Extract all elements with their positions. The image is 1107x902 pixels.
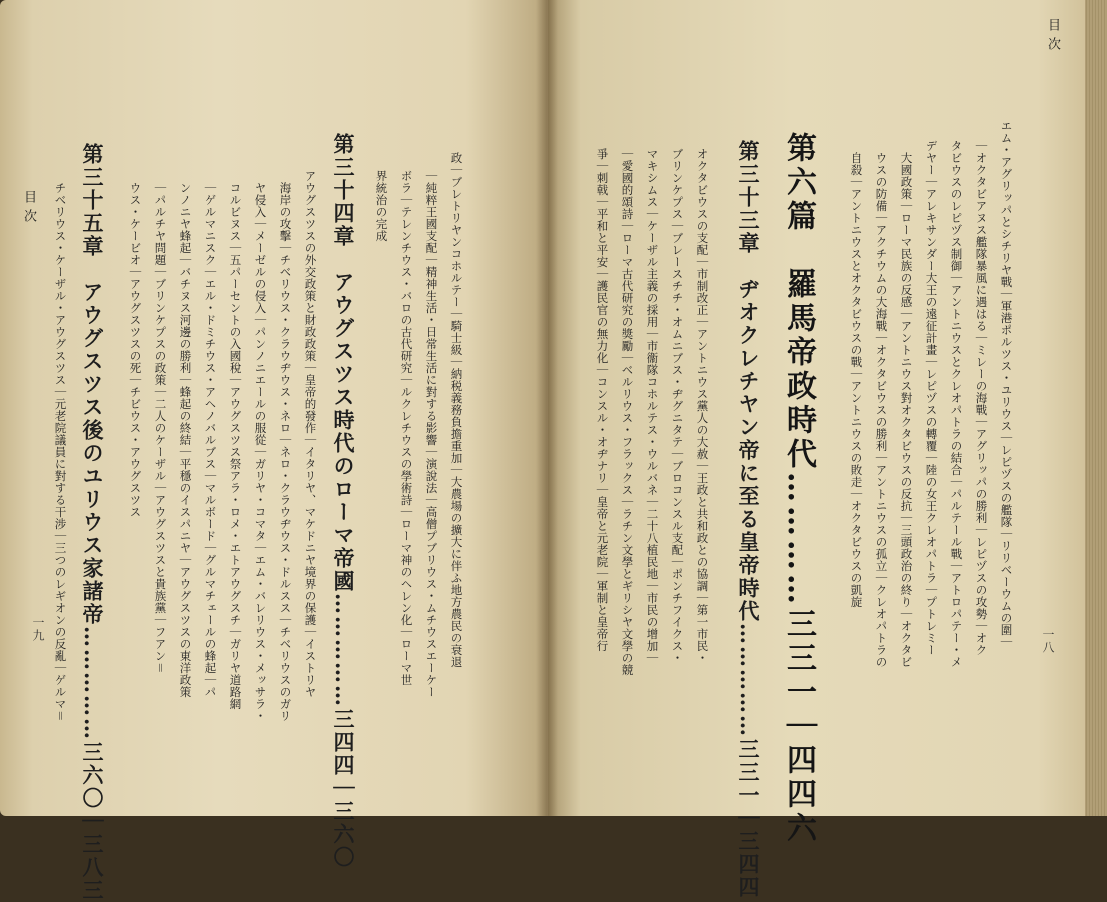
toc-line: 大國政策｜ローマ民族の反感｜アントニウス對オクタビウスの反抗｜三頭政治の終り｜オクタビ (899, 152, 914, 668)
toc-line: デヤー｜アレキサンダー大王の遠征計畫｜レピヅスの轉覆｜陸の女王クレオパトラ｜プトレミー (924, 140, 939, 656)
right-running-head: 目次 (1045, 18, 1060, 56)
toc-line: ｜パルチヤ問題｜ブリンケプスの政策｜二人のケーザル｜アウグスツスと貴族黨｜フアン＝ (153, 182, 168, 674)
toc-line: ヤ侵入｜メーゼルの侵入｜パンノニエールの服從｜ガリヤ・コマタ｜エム・バレリウス・メッサラ・ (253, 182, 268, 722)
toc-line: ｜ゲルマニスク｜エル・ドミチウス・アヘノバルブス｜マルボード｜グルマチェールの蜂起｜パ (203, 182, 218, 698)
chapter-heading: 第三十五章 アウグスツス後のユリウス家諸帝……………三六〇｜三八三 (80, 143, 105, 902)
toc-line: ｜純粹王國支配｜精神生活・日常生活に對する影響｜演說法｜高僧プブリウス・ムチウスエーケー (424, 170, 439, 698)
toc-line: マキシムス｜ケーザル主義の採用｜市衞隊コホルテス・ウルバネ｜二十八植民地｜市民の增加｜ (645, 148, 660, 664)
toc-line: エム・アグリッパとシチリヤ戰｜軍港ポルツス・ユリウス｜レピヅスの艦隊｜リリベーウムの圍｜ (999, 120, 1014, 648)
toc-line: 海岸の攻擊｜チベリウス・クラウヂウス・ネロ｜ネロ・クラウヂウス・ドルスス｜チベリウスのガリ (278, 182, 293, 722)
book-gutter (536, 0, 558, 816)
page-number: 一八 (1041, 628, 1055, 654)
chapter-heading: 第三十四章 アウグスツス時代のローマ帝國……………三四四｜三六〇 (331, 133, 356, 869)
chapter-heading: 第三十三章 ヂオクレチヤン帝に至る皇帝時代……………三三一｜三四四 (736, 140, 761, 899)
toc-line: オクタビウスの支配｜市制改正｜アントニウス黨人の大赦｜王政と共和政との協調｜第一市民・ (695, 148, 710, 664)
part-heading: 第六篇 羅馬帝政時代…………三三一｜四四六 (781, 132, 816, 846)
left-running-head: 目次 (21, 190, 36, 228)
toc-line: 政｜ブレトリヤンコホルテー｜騎士級｜納税義務負擔重加｜大農場の擴大に伴ふ地方農民の衰退 (449, 152, 464, 668)
toc-line: 界統治の完成 (374, 170, 389, 242)
toc-line: 爭｜刺戟｜平和と平安｜護民官の無力化｜コンスル・オヂナリ｜皇帝と元老院｜軍制と皇帝行 (595, 148, 610, 652)
toc-line: アウグスツスの外交政策と財政政策｜皇帝的發作｜イタリヤ、マケドニヤ境界の保護｜イストリヤ (303, 170, 318, 698)
toc-line: ｜愛國的頌詩｜ローマ古代研究の獎勵｜ベルリウス・フラックス｜ラチン文學とギリシヤ文學の競 (620, 148, 635, 676)
toc-line: ブリンケプス｜ブレースチチ・オムニブス・ヂグニタテ｜ブロコンスル支配｜ポンチフイクス・ (670, 148, 685, 664)
toc-line: チベリウス・ケーザル・アウグスツス｜元老院議員に對する干涉｜三つのレギオンの反亂｜ゲルマ＝ (53, 182, 68, 722)
page-edges (1085, 0, 1107, 816)
toc-line: ウスの防備｜アクチウムの大海戰｜オクタビウスの勝利｜アントニウスの孤立｜クレオパトラの (874, 152, 889, 668)
toc-line: ｜オクタビアヌス艦隊暴風に遇はる｜ミレーの海戰｜アグリッパの勝利｜レピヅスの攻勢｜オク (974, 140, 989, 656)
toc-line: ンノニヤ蜂起｜バチヌス河邊の勝利｜蜂起の終結｜平穩のイスパニヤ｜アウグスツスの東洋政策 (178, 182, 193, 698)
toc-line: ボラ｜テレンチウス・バロの古代研究｜ルクレチウスの學術詩｜ローマ神のヘレン化｜ローマ世 (399, 170, 414, 686)
toc-line: 自殺｜アントニウスとオクタビウスの戰｜アントニウスの敗走｜オクタビウスの凱旋 (849, 152, 864, 608)
toc-line: ウス・ケービオ｜アウグスツスの死｜チビウス・アウグスツス (128, 182, 143, 518)
page-number: 一九 (31, 616, 45, 642)
toc-line: コルビヌス｜五パーセントの入國稅｜アウグスツス祭アラ・ロメ・エトアウグスチ｜ガリヤ道路網 (228, 182, 243, 710)
toc-line: タビウスのレピヅス制御｜アントニウスとクレオパトラの結合｜パルテール戰｜アトロパテー・メ (949, 140, 964, 668)
